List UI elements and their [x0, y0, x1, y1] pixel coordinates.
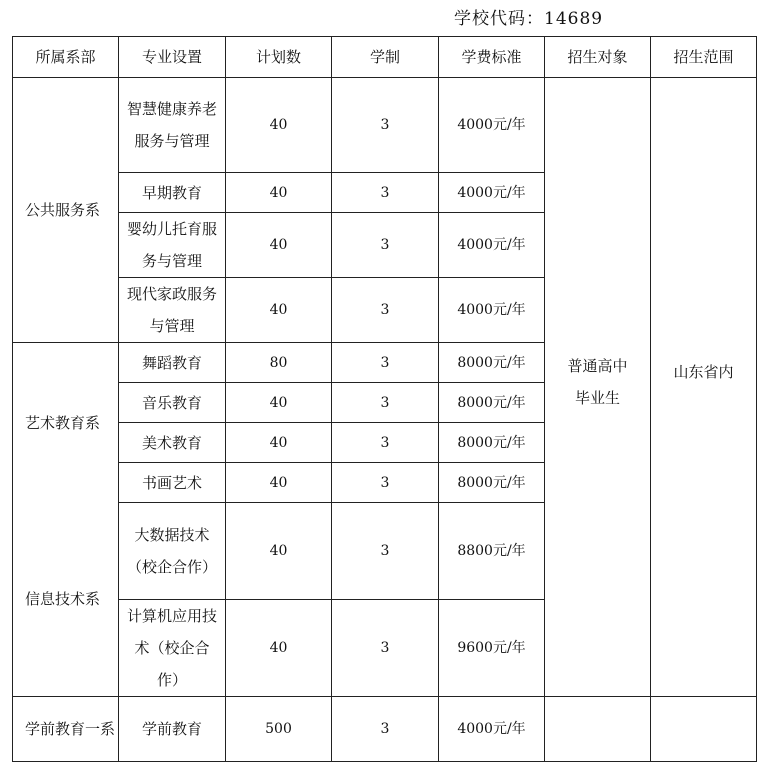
- header-years: 学制: [332, 37, 439, 78]
- fee-cell: 4000元/年: [439, 697, 545, 762]
- header-scope: 招生范围: [651, 37, 757, 78]
- department-art-info: [13, 343, 119, 697]
- target-empty-cell: [545, 697, 651, 762]
- table-row: [13, 697, 757, 762]
- plan-cell: 40: [226, 423, 332, 463]
- school-code: 学校代码：14689: [454, 9, 604, 29]
- header-target: 招生对象: [545, 37, 651, 78]
- years-cell: 3: [332, 600, 439, 697]
- fee-cell: 8000元/年: [439, 423, 545, 463]
- plan-cell: 40: [226, 600, 332, 697]
- department-art-education: 艺术教育系: [25, 414, 101, 432]
- plan-cell: 40: [226, 463, 332, 503]
- years-cell: 3: [332, 173, 439, 213]
- years-cell: 3: [332, 383, 439, 423]
- years-cell: 3: [332, 213, 439, 278]
- years-cell: 3: [332, 423, 439, 463]
- major-cell: 音乐教育: [119, 383, 226, 423]
- plan-cell: 40: [226, 213, 332, 278]
- plan-cell: 40: [226, 503, 332, 600]
- major-cell: 书画艺术: [119, 463, 226, 503]
- header-fee: 学费标准: [439, 37, 545, 78]
- department-public-service: 公共服务系: [13, 78, 119, 343]
- years-cell: 3: [332, 697, 439, 762]
- fee-cell: 8000元/年: [439, 383, 545, 423]
- fee-cell: 9600元/年: [439, 600, 545, 697]
- fee-cell: 4000元/年: [439, 173, 545, 213]
- fee-cell: 4000元/年: [439, 78, 545, 173]
- major-cell: 现代家政服务与管理: [119, 278, 226, 343]
- years-cell: 3: [332, 463, 439, 503]
- major-cell: 智慧健康养老服务与管理: [119, 78, 226, 173]
- header-plan: 计划数: [226, 37, 332, 78]
- plan-cell: 500: [226, 697, 332, 762]
- department-preschool: 学前教育一系: [13, 697, 119, 762]
- scope-cell: [651, 78, 757, 697]
- department-info-tech: 信息技术系: [25, 590, 101, 608]
- fee-cell: 8000元/年: [439, 463, 545, 503]
- header-major: 专业设置: [119, 37, 226, 78]
- fee-cell: 4000元/年: [439, 213, 545, 278]
- fee-cell: 8000元/年: [439, 343, 545, 383]
- table-row: [13, 78, 757, 173]
- plan-cell: 40: [226, 78, 332, 173]
- enrollment-table: [12, 36, 757, 762]
- fee-cell: 4000元/年: [439, 278, 545, 343]
- plan-cell: 40: [226, 173, 332, 213]
- fee-cell: 8800元/年: [439, 503, 545, 600]
- major-cell: 美术教育: [119, 423, 226, 463]
- major-cell: 计算机应用技术（校企合作）: [119, 600, 226, 697]
- years-cell: 3: [332, 78, 439, 173]
- years-cell: 3: [332, 343, 439, 383]
- years-cell: 3: [332, 278, 439, 343]
- major-cell: 大数据技术（校企合作）: [119, 503, 226, 600]
- header-department: 所属系部: [13, 37, 119, 78]
- major-cell: 学前教育: [119, 697, 226, 762]
- target-cell: [545, 78, 651, 697]
- plan-cell: 40: [226, 383, 332, 423]
- scope-empty-cell: [651, 697, 757, 762]
- major-cell: 婴幼儿托育服务与管理: [119, 213, 226, 278]
- table-header-row: [13, 37, 757, 78]
- major-cell: 舞蹈教育: [119, 343, 226, 383]
- plan-cell: 80: [226, 343, 332, 383]
- major-cell: 早期教育: [119, 173, 226, 213]
- scope-text: 山东省内: [673, 363, 734, 381]
- plan-cell: 40: [226, 278, 332, 343]
- years-cell: 3: [332, 503, 439, 600]
- target-text: 普通高中毕业生: [567, 357, 628, 407]
